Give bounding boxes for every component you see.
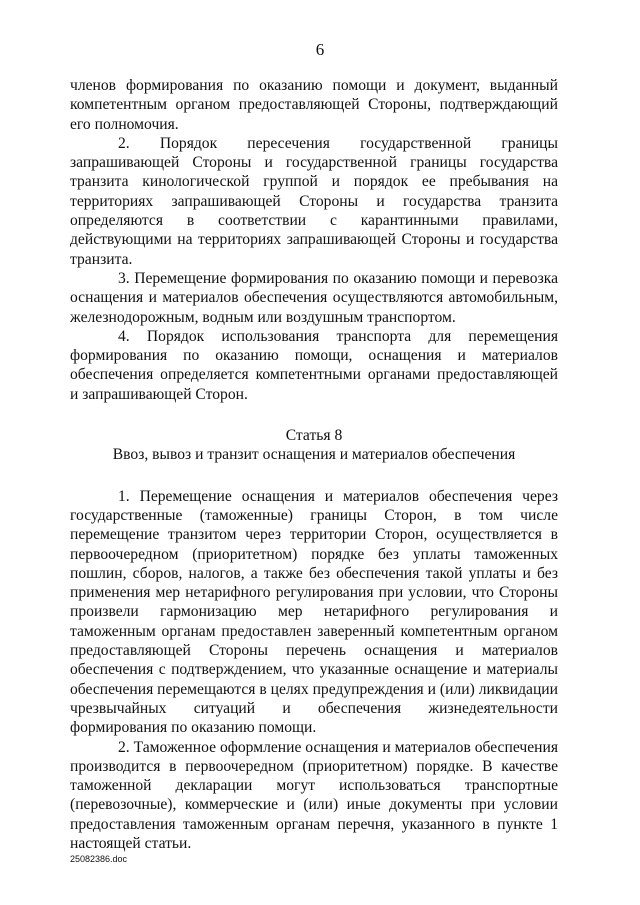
article-number: Статья 8 (285, 427, 343, 445)
article-heading (70, 426, 558, 465)
paragraph-continuation: членов формирования по оказанию помощи и документ, выданный компетентным органом предоставляющей Стороны, подтверждающий его полномочия. (70, 77, 558, 133)
document-body (70, 76, 558, 853)
footer-file-name: 25082386.doc (70, 854, 128, 864)
page-number: 6 (315, 40, 325, 59)
article-paragraph-1: 1. Перемещение оснащения и материалов обеспечения через государственные (таможенные) границы Сторон, в том числе перемещение транзитом через территории Сторон, осуществляется в первоочередном (приоритетном) порядке без уплаты таможенных пошлин, сборов, налогов, а также без обеспечения такой уплаты и без применения мер нетарифного регулирования при условии, что Стороны произвели гармонизацию мер нетарифного регулирования и таможенным органам предоставлен заверенный компетентным органом предоставляющей Стороны перечень оснащения и материалов обеспечения с подтверждением, что указанные оснащение и материалы обеспечения перемещаются в целях предупреждения и (или) ликвидации чрезвычайных ситуаций и обеспечения жизнедеятельности формирования по оказанию помощи. (70, 487, 558, 737)
article-title: Ввоз, вывоз и транзит оснащения и материалов обеспечения (112, 446, 516, 464)
article-paragraph-2: 2. Таможенное оформление оснащения и материалов обеспечения производится в первоочередном (приоритетном) порядке. В качестве таможенной декларации могут использоваться транспортные (перевозочные), коммерческие и (или) иные документы при условии предоставления таможенным органам перечня, указанного в пункте 1 настоящей статьи. (70, 738, 558, 852)
paragraph-2: 2. Порядок пересечения государственной границы запрашивающей Стороны и государственной границы государства транзита кинологической группой и порядок ее пребывания на территориях запрашивающей Стороны и государства транзита определяются в соответствии с карантинными правилами, действующими на территориях запрашивающей Стороны и государства транзита. (70, 134, 558, 268)
paragraph-3: 3. Перемещение формирования по оказанию помощи и перевозка оснащения и материалов обеспечения осуществляются автомобильным, железнодорожным, водным или воздушным транспортом. (70, 269, 558, 326)
paragraph-4: 4. Порядок использования транспорта для перемещения формирования по оказанию помощи, оснащения и материалов обеспечения определяется компетентными органами предоставляющей и запрашивающей Сторон. (70, 327, 558, 403)
